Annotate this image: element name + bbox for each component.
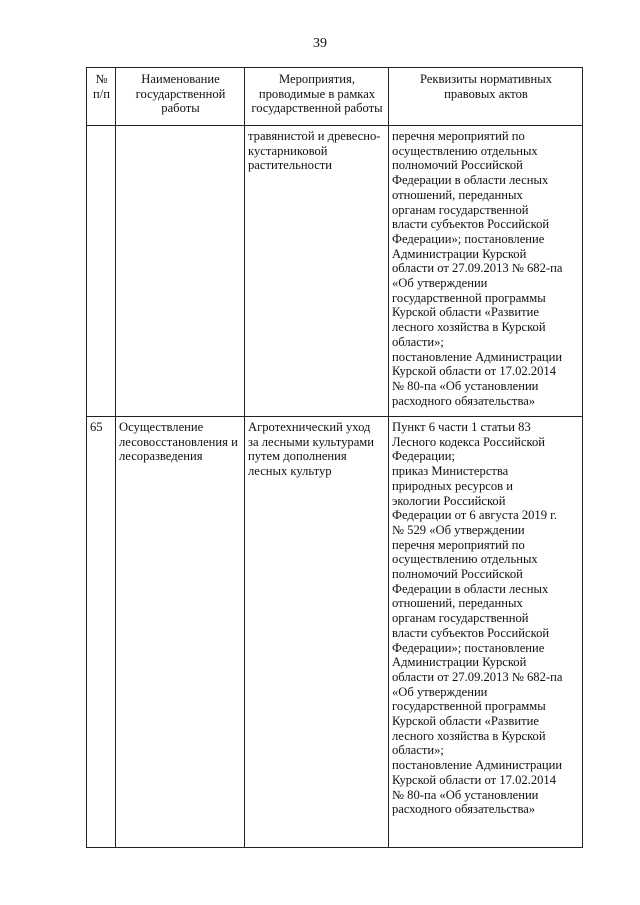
row-number-cell: [87, 126, 116, 417]
activities-table: [86, 67, 583, 848]
row-legal-acts-cell: перечня мероприятий по осуществлению отдельных полномочий Российской Федерации в области лесных отношений, переданных органам государственной власти субъектов Российской Федерации»; постановление Администрации Курской области от 27.09.2013 № 682-па «Об утверждении государственной программы Курской области «Развитие лесного хозяйства в Курской области»; постановление Администрации Курской области от 17.02.2014 № 80-па «Об установлении расходного обязательства»: [389, 126, 583, 417]
header-legal-acts: Реквизиты нормативных правовых актов: [389, 68, 583, 126]
row-number-cell: 65: [87, 417, 116, 848]
row-activities-cell: травянистой и древесно- кустарниковой растительности: [245, 126, 389, 417]
row-legal-acts-cell: Пункт 6 части 1 статьи 83 Лесного кодекса Российской Федерации; приказ Министерства природных ресурсов и экологии Российской Федерации от 6 августа 2019 г. № 529 «Об утверждении перечня мероприятий по осуществлению отдельных полномочий Российской Федерации в области лесных отношений, переданных органам государственной власти субъектов Российской Федерации»; постановление Администрации Курской области от 27.09.2013 № 682-па «Об утверждении государственной программы Курской области «Развитие лесного хозяйства в Курской области»; постановление Администрации Курской области от 17.02.2014 № 80-па «Об установлении расходного обязательства»: [389, 417, 583, 848]
table-row: [87, 417, 583, 848]
header-number: № п/п: [87, 68, 116, 126]
row-work-cell: Осуществление лесовосстановления и лесоразведения: [116, 417, 245, 848]
row-work-cell: [116, 126, 245, 417]
header-activities: Мероприятия, проводимые в рамках государственной работы: [245, 68, 389, 126]
page-number: 39: [313, 36, 327, 51]
table-row: [87, 126, 583, 417]
row-activities-cell: Агротехнический уход за лесными культурами путем дополнения лесных культур: [245, 417, 389, 848]
table-header-row: [87, 68, 583, 126]
header-work-name: Наименование государственной работы: [116, 68, 245, 126]
